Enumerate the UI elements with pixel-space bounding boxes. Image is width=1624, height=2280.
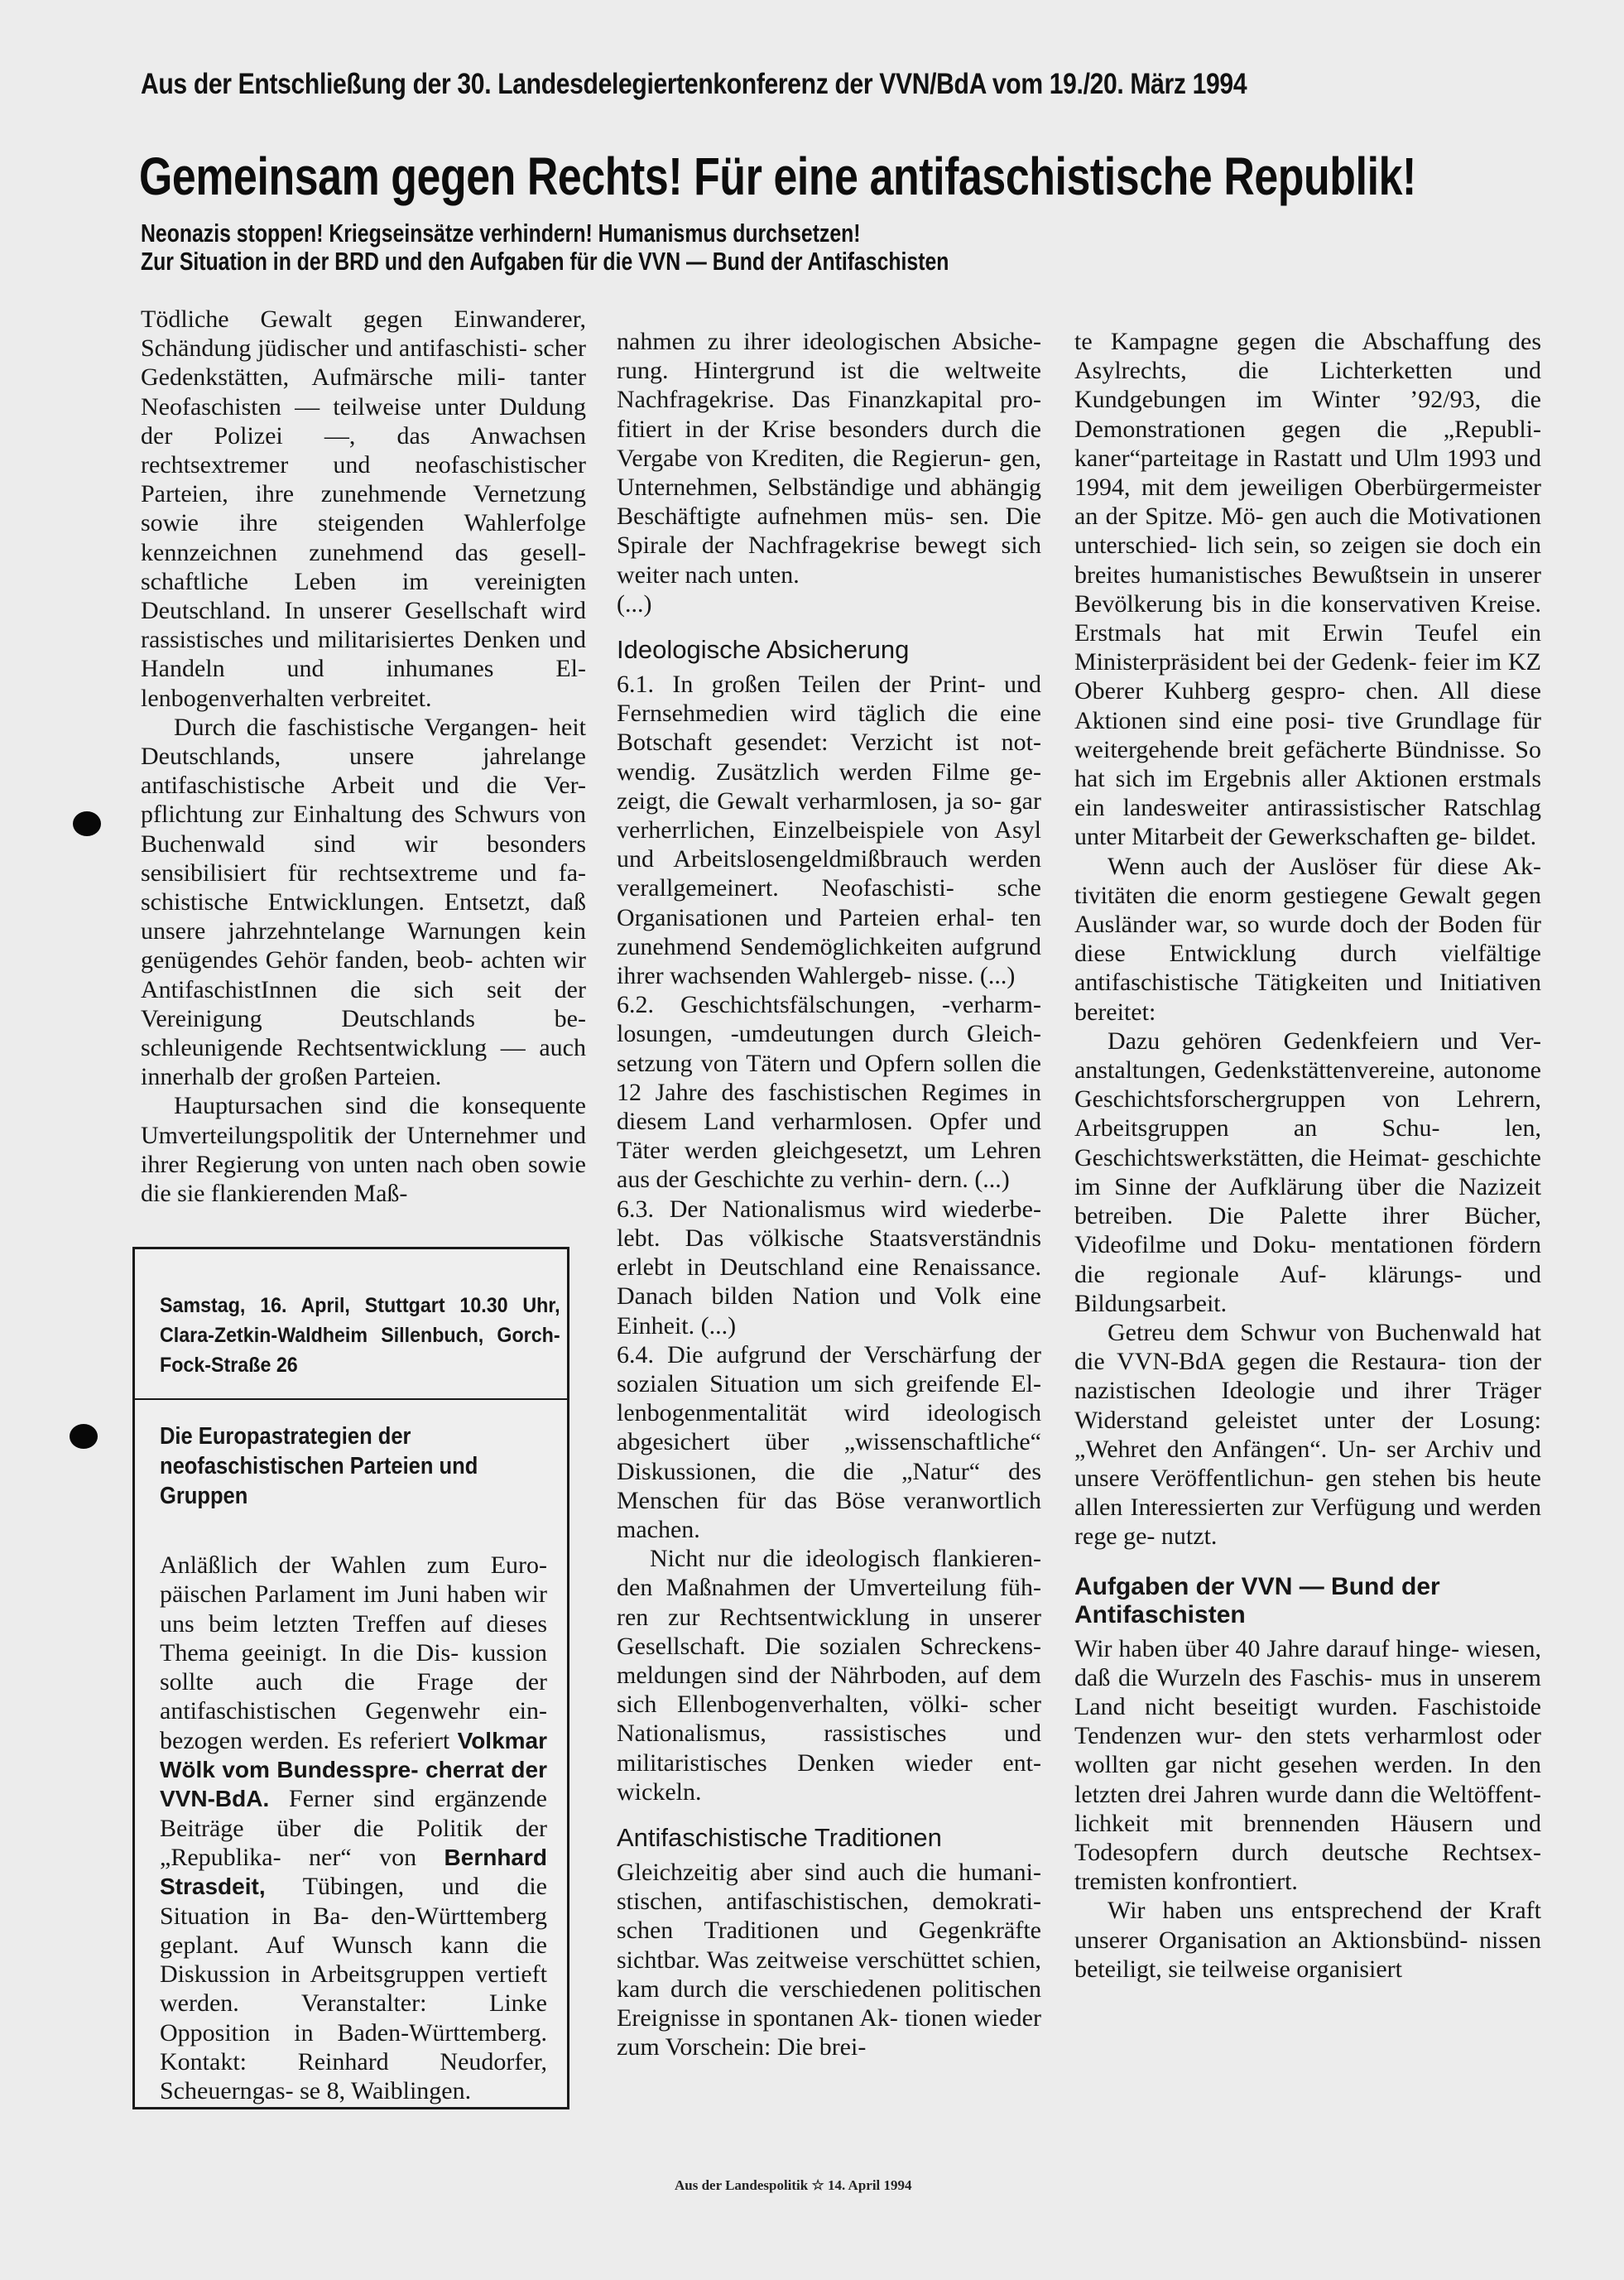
kicker-line: Aus der Entschließung der 30. Landesdelegiertenkonferenz der VVN/BdA vom 19./20. März 1994: [141, 68, 1247, 100]
subheadline-line-2: Zur Situation in der BRD und den Aufgaben für die VVN — Bund der Antifaschisten: [141, 247, 949, 276]
subheadline: [141, 219, 1134, 276]
col3-paragraph-4: Getreu dem Schwur von Buchenwald hat die VVN-BdA gegen die Restaura- tion der nazistischen Ideologie und ihrer Träger Widerstand geleistet unter der Losung: „Wehret den Anfängen“. Un- ser Archiv und unsere Veröffentlichun- gen stehen bis heute allen Interessierten zur Verfügung und werden rege ge- nutzt.: [1074, 1318, 1541, 1551]
col2-paragraph-4: 6.3. Der Nationalismus wird wiederbe- lebt. Das völkische Staatsverständnis erlebt in Deutschland eine Renaissance. Danach bilden Nation und Volk eine Einheit. (...): [617, 1195, 1041, 1340]
column-1: [141, 305, 586, 1208]
event-details: Samstag, 16. April, Stuttgart 10.30 Uhr, Clara-Zetkin-Waldheim Sillenbuch, Gorch-Fock-Straße 26: [160, 1294, 560, 1377]
col2-ellipsis: (...): [617, 589, 652, 618]
event-box: [132, 1247, 569, 2109]
event-speaker-2: Bernhard Strasdeit,: [160, 1844, 547, 1900]
col1-paragraph-3: Hauptursachen sind die konsequente Umverteilungspolitik der Unternehmer und ihrer Regierung von unten nach oben sowie die sie flankierenden Maß-: [141, 1092, 586, 1208]
event-speaker-1: Volkmar Wölk vom Bundesspre- cherrat der VVN-BdA.: [160, 1727, 548, 1812]
column-3: [1074, 327, 1541, 1984]
event-description: [160, 1551, 547, 2106]
col1-paragraph-1: Tödliche Gewalt gegen Einwanderer, Schändung jüdischer und antifaschisti- scher Gedenkstätten, Aufmärsche mili- tanter Neofaschisten — teilweise unter Duldung der Polizei —, das Anwachsen rechtsextremer und neofaschistischer Parteien, ihre zunehmende Vernetzung sowie ihre steigenden Wahlerfolge kennzeichnen zunehmend das gesell- schaftliche Leben im vereinigten Deutschland. In unserer Gesellschaft wird rassistisches und militarisiertes Denken und Handeln und inhumanes El- lenbogenverhalten verbreitet.: [141, 305, 586, 712]
col3-heading-1: Aufgaben der VVN — Bund der Antifaschisten: [1074, 1572, 1440, 1628]
col2-heading-2: Antifaschistische Traditionen: [617, 1822, 942, 1852]
col2-heading-1: Ideologische Absicherung: [617, 635, 910, 665]
col2-paragraph-7: Gleichzeitig aber sind auch die humani- stischen, antifaschistischen, demokrati- schen Traditionen und Gegenkräfte sichtbar. Was zeitweise verschüttet schien, kam durch die verschiedenen politischen Ereignisse in spontanen Ak- tionen wieder zum Vorschein: Die brei-: [617, 1858, 1041, 2061]
subheadline-line-1: Neonazis stoppen! Kriegseinsätze verhindern! Humanismus durchsetzen!: [141, 219, 861, 248]
event-title: Die Europastrategien der neofaschistischen Parteien und Gruppen: [160, 1423, 478, 1509]
event-body-3: Tübingen, und die Situation in Ba- den-Württemberg geplant. Auf Wunsch kann die Diskussion in Arbeitsgruppen vertieft werden. Veranstalter: Linke Opposition in Baden-Württemberg. Kontakt: Reinhard Neudorfer, Scheuerngas- se 8, Waiblingen.: [160, 1873, 547, 2105]
col3-paragraph-3: Dazu gehören Gedenkfeiern und Ver- anstaltungen, Gedenkstättenvereine, autonome Geschichtsforschergruppen von Lehrern, Arbeitsgruppen an Schu- len, Geschichtswerkstätten, die Heimat- geschichte im Sinne der Aufklärung über die Nazizeit betreiben. Die Palette ihrer Bücher, Videofilme und Doku- mentationen fördern die regionale Auf- klärungs- und Bildungsarbeit.: [1074, 1027, 1541, 1317]
col3-paragraph-6: Wir haben uns entsprechend der Kraft unserer Organisation an Aktionsbünd- nissen beteiligt, sie teilweise organisiert: [1074, 1897, 1541, 1983]
col2-paragraph-5: 6.4. Die aufgrund der Verschärfung der sozialen Situation um sich greifende El- lenbogenmentalität wird ideologisch abgesichert über „wissenschaftliche“ Diskussionen, die die „Natur“ des Menschen für das Böse veranwortlich machen.: [617, 1340, 1041, 1543]
headline: Gemeinsam gegen Rechts! Für eine antifaschistische Republik!: [139, 147, 1416, 206]
col3-paragraph-5: Wir haben über 40 Jahre darauf hinge- wiesen, daß die Wurzeln des Faschis- mus in unserem Land nicht beseitigt wurden. Faschistoide Tendenzen wur- den stets verharmlost oder wollten gar nicht gesehen werden. In den letzten drei Jahren wurde dann die Weltöffent- lichkeit mit brennenden Häusern und Todesopfern durch deutsche Rechtsex- tremisten konfrontiert.: [1074, 1634, 1541, 1896]
punch-hole-top: [73, 811, 101, 836]
event-box-divider: [135, 1398, 567, 1400]
col2-paragraph-6: Nicht nur die ideologisch flankieren- den Maßnahmen der Umverteilung füh- ren zur Rechtsentwicklung in unserer Gesellschaft. Die sozialen Schreckens- meldungen sind der Nährboden, auf dem sich Ellenbogenverhalten, völki- scher Nationalismus, rassistisches und militaristisches Denken wieder ent- wickeln.: [617, 1545, 1041, 1806]
event-body-2: Ferner sind ergänzende Beiträge über die Politik der „Republika- ner“ von: [160, 1785, 547, 1871]
col3-paragraph-2: Wenn auch der Auslöser für diese Ak- tivitäten die enorm gestiegene Gewalt gegen Ausländer war, so wurde doch der Boden für diese Entwicklung durch vielfältige antifaschistische Tätigkeiten und Initiativen bereitet:: [1074, 852, 1541, 1026]
col1-paragraph-2: Durch die faschistische Vergangen- heit Deutschlands, unsere jahrelange antifaschistische Arbeit und die Ver- pflichtung zur Einhaltung des Schwurs von Buchenwald sind wir besonders sensibilisiert für rechtsextreme und fa- schistische Entwicklungen. Entsetzt, daß unsere jahrzehntelange Warnungen kein genügendes Gehör fanden, beob- achten wir AntifaschistInnen die sich seit der Vereinigung Deutschlands be- schleunigende Rechtsentwicklung — auch innerhalb der großen Parteien.: [141, 713, 586, 1091]
col3-paragraph-1: te Kampagne gegen die Abschaffung des Asylrechts, die Lichterketten und Kundgebungen im Winter ’92/93, die Demonstrationen gegen die „Republi- kaner“parteitage in Rastatt und Ulm 1993 und 1994, mit dem jeweiligen Oberbürgermeister an der Spitze. Mö- gen auch die Motivationen unterschied- lich sein, so zeigen sie doch ein breites humanistisches Bewußtsein in unserer Bevölkerung bis in die konservativen Kreise. Erstmals hat mit Erwin Teufel ein Ministerpräsident bei der Gedenk- feier im KZ Oberer Kuhberg gespro- chen. All diese Aktionen sind eine posi- tive Grundlage für weitergehende breit gefächerte Bündnisse. So hat sich im Ergebnis aller Aktionen erstmals ein landesweiter antirassistischer Ratschlag unter Mitarbeit der Gewerkschaften ge- bildet.: [1074, 328, 1541, 851]
col2-paragraph-2: 6.1. In großen Teilen der Print- und Fernsehmedien wird täglich die eine Botschaft gesendet: Verzicht ist not- wendig. Zusätzlich werden Filme ge- zeigt, die Gewalt verharmlosen, ja so- gar verherrlichen, Einzelbeispiele von Asyl und Arbeitslosengeldmißbrauch werden verallgemeinert. Neofaschisti- sche Organisationen und Parteien erhal- ten zunehmend Sendemöglichkeiten aufgrund ihrer wachsenden Wahlergeb- nisse. (...): [617, 671, 1041, 990]
punch-hole-bottom: [70, 1424, 98, 1449]
column-2: [617, 327, 1041, 2061]
event-body-1: Anläßlich der Wahlen zum Euro- päischen Parlament im Juni haben wir uns beim letzten Treffen auf dieses Thema geeinigt. In die Dis- kussion sollte auch die Frage der antifaschistischen Gegenwehr ein- bezogen werden. Es referiert: [160, 1551, 547, 1754]
col2-paragraph-3: 6.2. Geschichtsfälschungen, -verharm- losungen, -umdeutungen durch Gleich- setzung von Tätern und Opfern sollen die 12 Jahre des faschistischen Regimes in diesem Land verharmlosen. Opfer und Täter werden gleichgesetzt, um Lehren aus der Geschichte zu verhin- dern. (...): [617, 991, 1041, 1194]
page-footer: Aus der Landespolitik ☆ 14. April 1994: [675, 2177, 912, 2193]
col2-paragraph-1: nahmen zu ihrer ideologischen Absiche- rung. Hintergrund ist die weltweite Nachfragekrise. Das Finanzkapital pro- fitiert in der Krise besonders durch die Vergabe von Krediten, die Regierun- gen, Unternehmen, Selbständige und abhängig Beschäftigte aufnehmen müs- sen. Die Spirale der Nachfragekrise bewegt sich weiter nach unten.: [617, 328, 1041, 589]
